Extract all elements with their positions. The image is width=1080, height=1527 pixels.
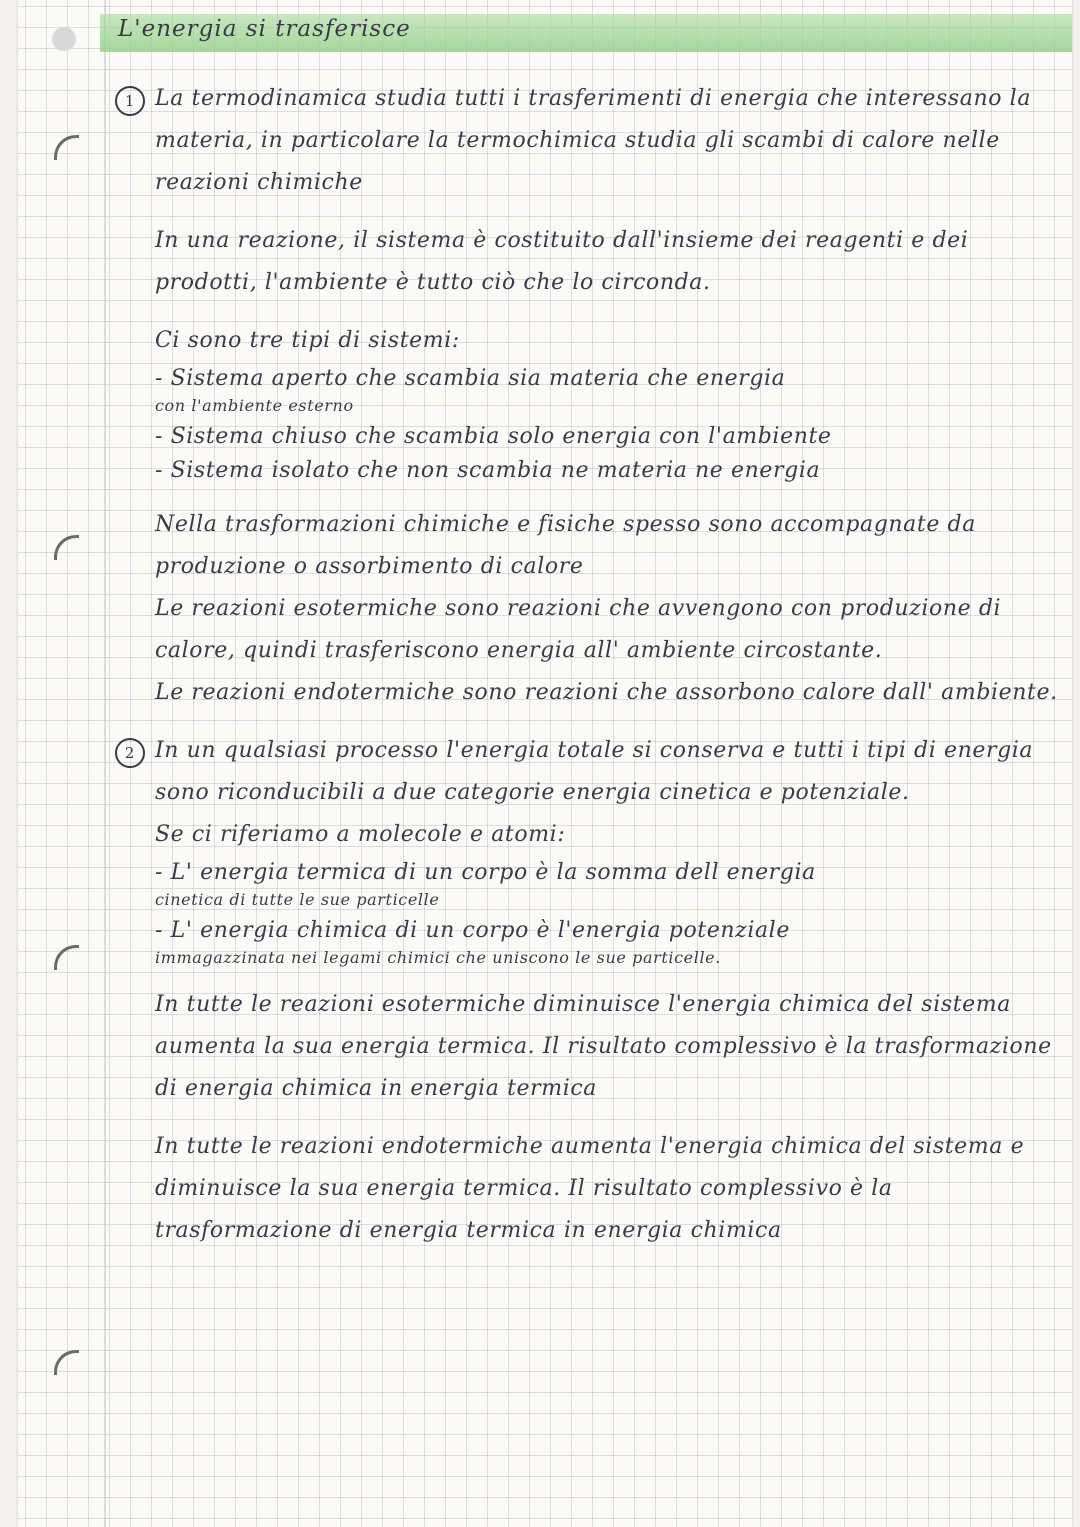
paragraph: In un qualsiasi processo l'energia totale si conserva e tutti i tipi di energia sono riconducibili a due categorie energia cinetica e potenziale. [155, 738, 1034, 805]
paragraph: In una reazione, il sistema è costituito dall'insieme dei reagenti e dei prodotti, l'ambiente è tutto ciò che lo circonda. [155, 228, 969, 295]
list-item-text: - Sistema chiuso che scambia solo energia con l'ambiente [155, 424, 832, 449]
paragraph: Ci sono tre tipi di sistemi: [155, 328, 460, 353]
paragraph: Le reazioni esotermiche sono reazioni che avvengono con produzione di calore, quindi trasferiscono energia all' ambiente circostante. [155, 596, 1002, 663]
list-item-subtext: cinetica di tutte le sue particelle [155, 890, 440, 909]
list-item [155, 420, 1060, 454]
list-item-subtext: con l'ambiente esterno [155, 396, 354, 415]
list-item [155, 914, 1060, 968]
list-item-subtext: immagazzinata nei legami chimici che uniscono le sue particelle. [155, 948, 721, 967]
list-item-text: - Sistema aperto che scambia sia materia che energia [155, 366, 786, 391]
section-number: 1 [115, 86, 145, 116]
paragraph: La termodinamica studia tutti i trasferimenti di energia che interessano la materia, in particolare la termochimica studia gli scambi di calore nelle reazioni chimiche [155, 86, 1032, 195]
margin-line [104, 0, 106, 1527]
list-item-text: - L' energia chimica di un corpo è l'energia potenziale [155, 918, 790, 943]
paragraph: In tutte le reazioni esotermiche diminuisce l'energia chimica del sistema aumenta la sua energia termica. Il risultato complessivo è la trasformazione di energia chimica in energia termica [155, 992, 1052, 1101]
energy-list [155, 856, 1060, 968]
page-title: L'energia si trasferisce [118, 16, 411, 42]
punch-hole [52, 27, 76, 51]
list-item [155, 454, 1060, 488]
notes-content [124, 78, 1060, 1252]
list-item [155, 856, 1060, 910]
paragraph: Le reazioni endotermiche sono reazioni che assorbono calore dall' ambiente. [155, 680, 1058, 705]
systems-list [155, 362, 1060, 488]
section-2 [124, 730, 1060, 1252]
list-item [155, 362, 1060, 416]
list-item-text: - Sistema isolato che non scambia ne materia ne energia [155, 458, 821, 483]
paragraph: Nella trasformazioni chimiche e fisiche spesso sono accompagnate da produzione o assorbimento di calore [155, 512, 976, 579]
paragraph: In tutte le reazioni endotermiche aumenta l'energia chimica del sistema e diminuisce la sua energia termica. Il risultato complessivo è la trasformazione di energia termica in energia chimica [155, 1134, 1025, 1243]
section-number: 2 [115, 738, 145, 768]
paragraph: Se ci riferiamo a molecole e atomi: [155, 822, 566, 847]
list-item-text: - L' energia termica di un corpo è la somma dell energia [155, 860, 816, 885]
section-1 [124, 78, 1060, 714]
